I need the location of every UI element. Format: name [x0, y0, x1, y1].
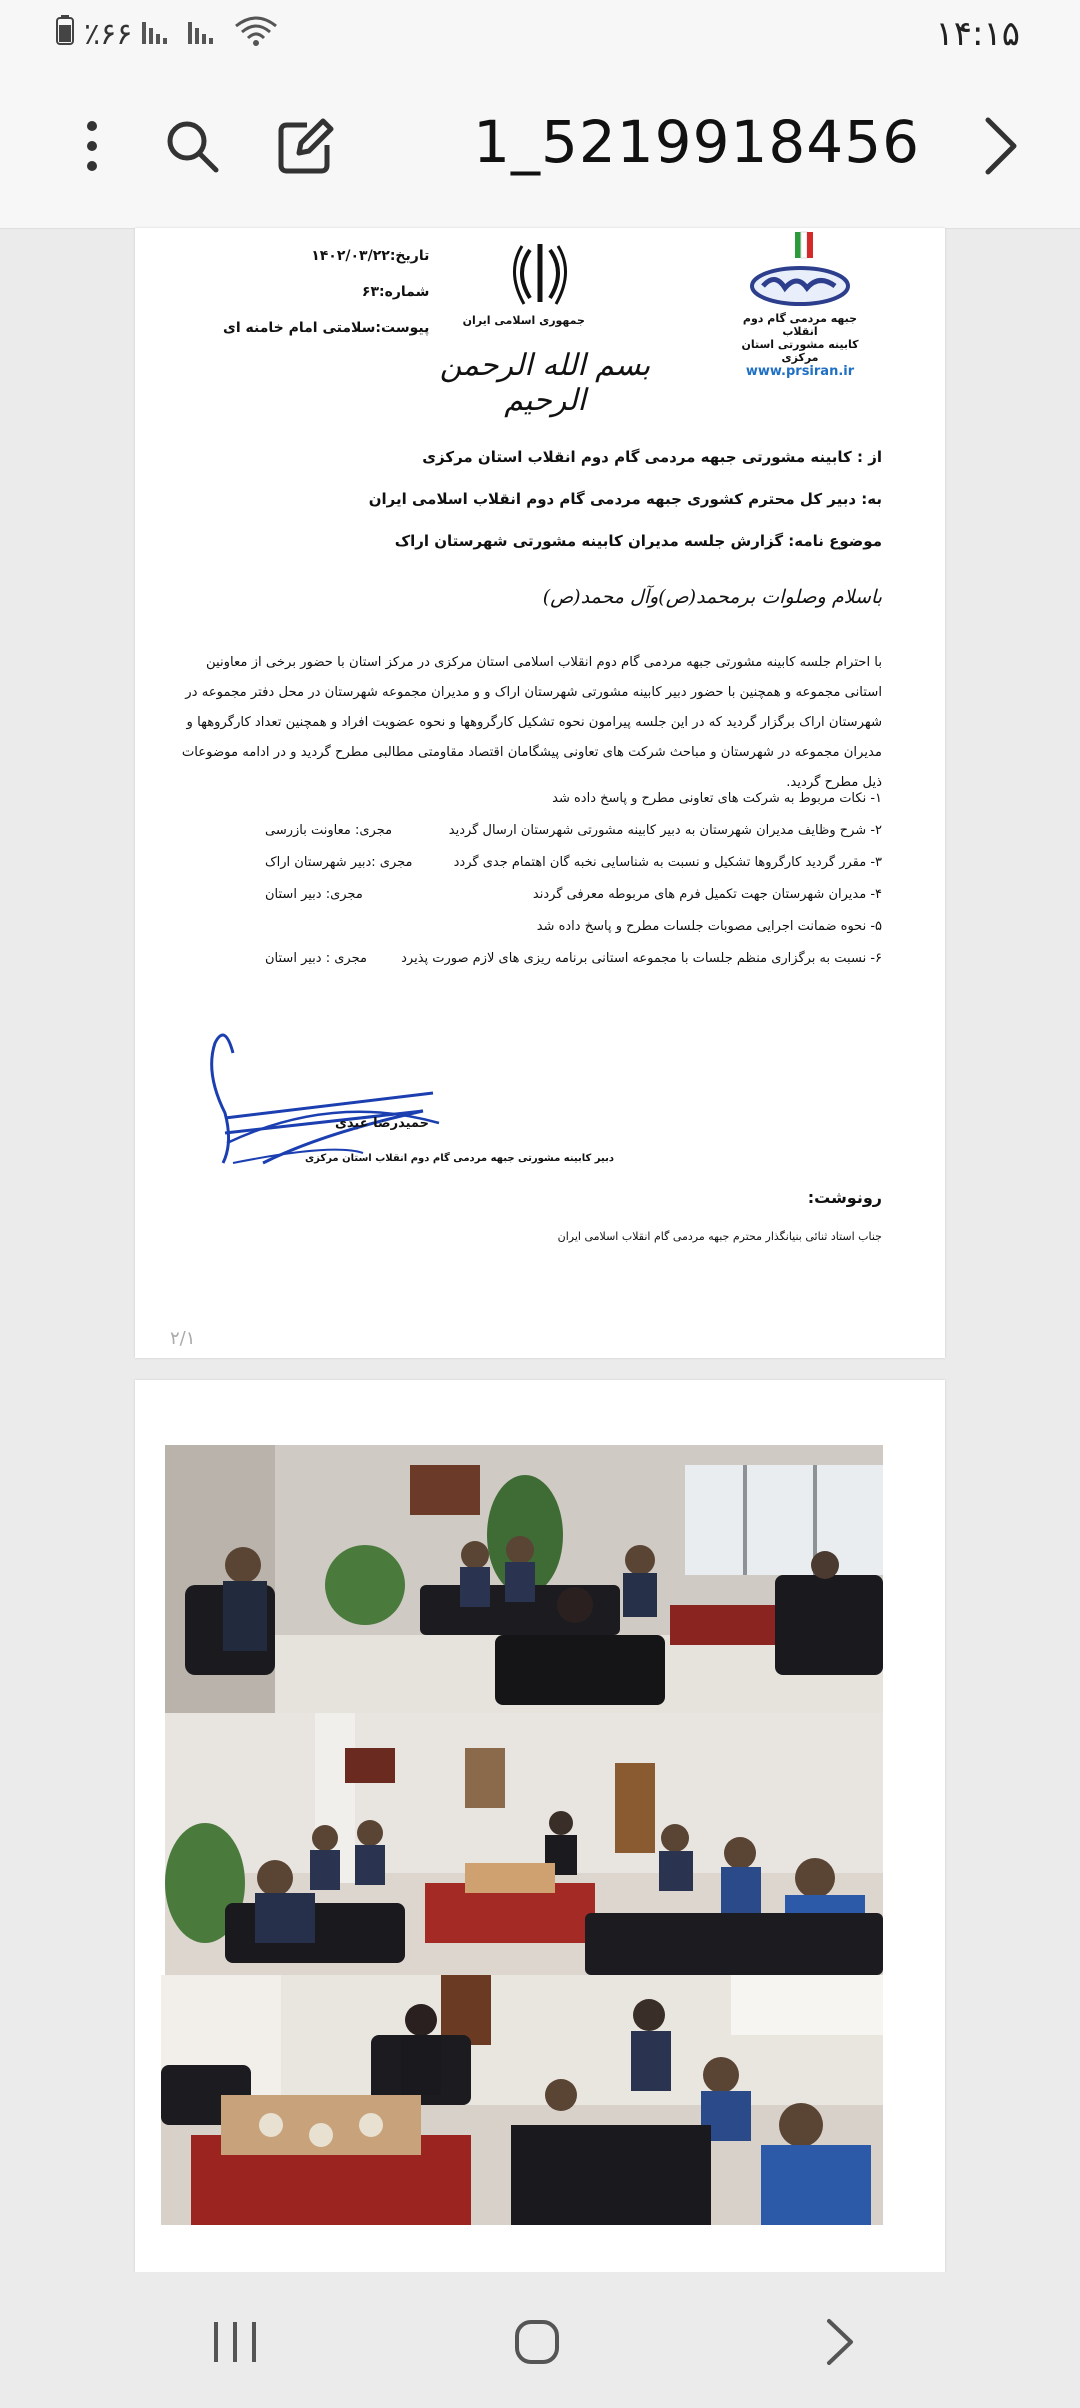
battery-icon [56, 15, 74, 53]
letter-attachment: پیوست:سلامتی امام خامنه ای [223, 320, 430, 336]
copy-to-recipient: جناب استاد ثنائی بنیانگذار محترم جبهه مردمی گام انقلاب اسلامی ایران [557, 1230, 882, 1243]
logo-line-1: جبهه مردمی گام دوم انقلاب [742, 312, 858, 338]
letter-body: با احترام جلسه کابینه مشورتی جبهه مردمی گام دوم انقلاب اسلامی استان مرکزی در مرکز استان با حضور برخی از معاونین استانی مجموعه و همچنین با حضور دبیر کابینه مشورتی شهرستان اراک و و مدیران مجموعه شهرستان در محل دفتر مجموعه در شهرستان اراک برگزار گردید که در این جلسه پیرامون نحوه تشکیل کارگروهها و نحوه عضویت افراد و همچنین تعداد کارگروهها و مدیران مجموعه در شهرستان و مباحث شرکت های تعاونی پیشگامان اقتصاد مقاومتی مطالبی مطرح گردید و در ادامه موضوعات ذیل مطرح گردید. [181, 655, 882, 790]
search-icon[interactable] [156, 110, 228, 182]
more-icon[interactable] [56, 110, 128, 182]
meeting-photo-3 [161, 1975, 883, 2225]
wifi-icon [234, 14, 278, 54]
edit-icon[interactable] [270, 110, 342, 182]
list-item: ۶- نسبت به برگزاری منظم جلسات با مجموعه استانی برنامه ریزی های لازم صورت پذیرد مجری : دبیر استان [265, 951, 882, 966]
letter-date: تاریخ:۱۴۰۲/۰۳/۲۲ [311, 248, 430, 264]
signal-icon [142, 16, 178, 52]
list-item: ۲- شرح وظایف مدیران شهرستان به دبیر کابینه مشورتی شهرستان ارسال گردید مجری: معاونت بازرسی [265, 823, 882, 838]
meeting-photo-1 [165, 1445, 883, 1713]
page-number: ۲/۱ [170, 1328, 196, 1349]
letter-subject: موضوع نامه: گزارش جلسه مدیران کابینه مشورتی شهرستان اراک [394, 532, 882, 550]
status-time: ۱۴:۱۵ [935, 14, 1020, 54]
logo-icon [745, 228, 855, 308]
viewer-toolbar [0, 70, 1080, 229]
letter-number: شماره:۶۳ [361, 284, 430, 300]
meeting-photo-2 [165, 1713, 883, 1975]
emblem-caption: جمهوری اسلامی ایران [462, 314, 585, 327]
back-icon[interactable] [800, 2302, 880, 2382]
letter-to: به: دبیر کل محترم کشوری جبهه مردمی گام دوم انقلاب اسلامی ایران [368, 490, 882, 508]
letter-greeting: باسلام وصلوات برمحمد(ص)وآل محمد(ص) [542, 586, 882, 608]
document-page-1 [135, 228, 945, 1358]
list-item: ۱- نکات مربوط به شرکت های تعاونی مطرح و پاسخ داده شد [552, 791, 882, 806]
list-item: ۵- نحوه ضمانت اجرایی مصوبات جلسات مطرح و پاسخ داده شد [536, 919, 882, 934]
recent-apps-icon[interactable] [195, 2302, 275, 2382]
document-page-2 [135, 1380, 945, 2272]
emblem-icon [510, 238, 570, 308]
battery-percent: ٪۶۶ [84, 16, 133, 52]
copy-to-label: رونوشت: [807, 1188, 882, 1207]
basmala: بسم الله الرحمن الرحیم [439, 348, 651, 418]
home-icon[interactable] [497, 2302, 577, 2382]
letter-items [165, 783, 882, 975]
logo-url[interactable]: www.prsiran.ir [745, 364, 855, 379]
system-nav-bar [0, 2272, 1080, 2408]
document-title: 1_5219918456 [473, 108, 920, 176]
status-left [56, 14, 278, 54]
chevron-right-icon[interactable] [964, 110, 1036, 182]
list-item: ۴- مدیران شهرستان جهت تکمیل فرم های مربوطه معرفی گردند مجری: دبیر استان [265, 887, 882, 902]
letter-from: از : کابینه مشورتی جبهه مردمی گام دوم انقلاب استان مرکزی [422, 448, 882, 466]
signer-name: حمیدرضا عبدی [335, 1116, 429, 1131]
iran-emblem [462, 238, 585, 327]
letter-header-meta [223, 238, 429, 346]
logo-line-2: کابینه مشورتی استان مرکزی [741, 338, 859, 364]
organization-logo [725, 228, 875, 379]
signer-title: دبیر کابینه مشورتی جبهه مردمی گام دوم انقلاب استان مرکزی [305, 1153, 614, 1164]
list-item: ۳- مقرر گردید کارگروها تشکیل و نسبت به شناسایی نخبه گان اهتمام جدی گردد مجری :دبیر شهرستان اراک [265, 855, 882, 870]
signal-icon-2 [188, 16, 224, 52]
status-bar [0, 0, 1080, 70]
